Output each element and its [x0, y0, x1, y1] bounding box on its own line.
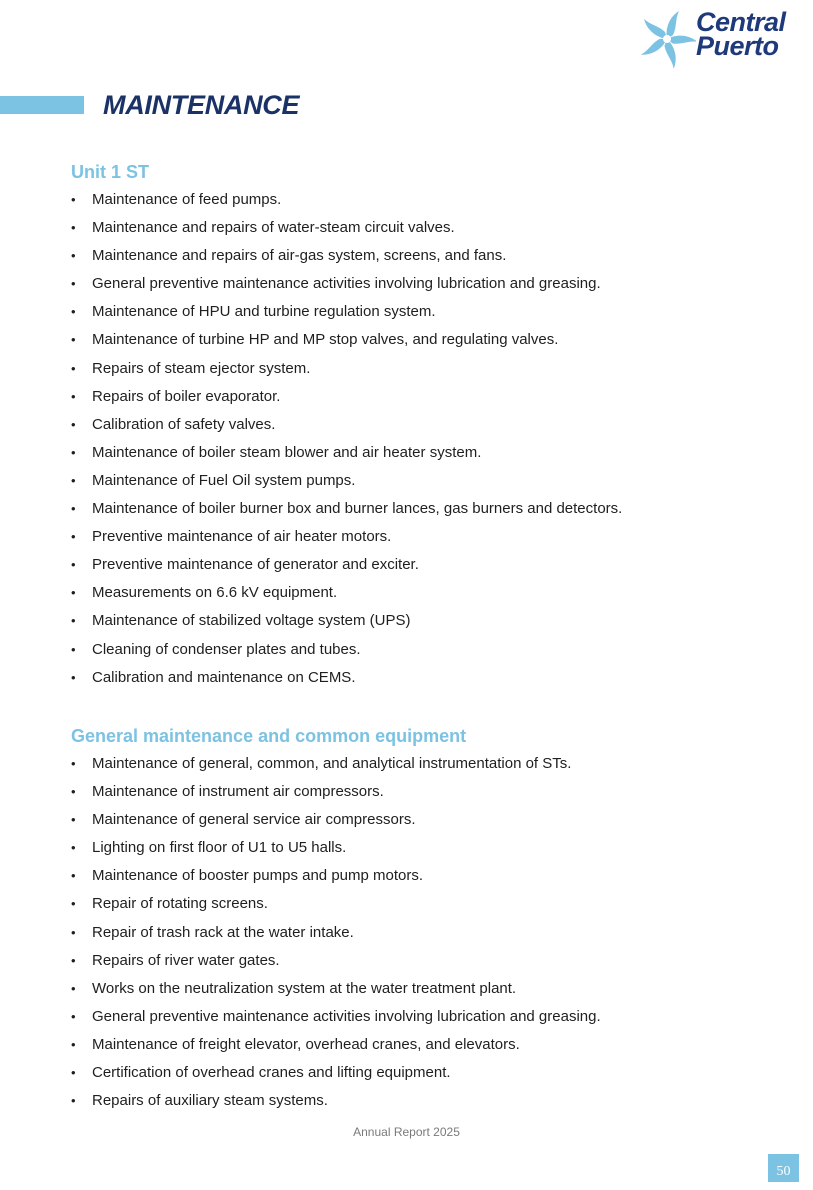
logo-wordmark — [696, 7, 786, 61]
page-number: 50 — [768, 1154, 799, 1182]
list-item: • Preventive maintenance of air heater motors. — [71, 523, 791, 551]
list-item: • Repairs of steam ejector system. — [71, 355, 791, 383]
company-logo — [640, 8, 805, 70]
list-item: • Maintenance of boiler burner box and burner lances, gas burners and detectors. — [71, 495, 791, 523]
turbine-logo-icon — [640, 8, 696, 70]
logo-line-2: Puerto — [696, 31, 779, 61]
section-general-maintenance — [71, 724, 791, 1115]
list-item: • Maintenance of feed pumps. — [71, 186, 791, 214]
list-item: • Maintenance of booster pumps and pump motors. — [71, 862, 791, 890]
list-item: • Works on the neutralization system at the water treatment plant. — [71, 975, 791, 1003]
list-item: • Repair of trash rack at the water intake. — [71, 919, 791, 947]
list-item: • Preventive maintenance of generator and exciter. — [71, 551, 791, 579]
list-item: • Maintenance and repairs of water-steam circuit valves. — [71, 214, 791, 242]
list-item: • Repairs of river water gates. — [71, 947, 791, 975]
list-item: • Repair of rotating screens. — [71, 890, 791, 918]
list-item: • Calibration of safety valves. — [71, 411, 791, 439]
list-item: • Calibration and maintenance on CEMS. — [71, 664, 791, 692]
list-item: • Maintenance of general, common, and analytical instrumentation of STs. — [71, 750, 791, 778]
page-title: MAINTENANCE — [103, 90, 300, 120]
list-item: • General preventive maintenance activities involving lubrication and greasing. — [71, 1003, 791, 1031]
list-item: • Maintenance of turbine HP and MP stop valves, and regulating valves. — [71, 326, 791, 354]
footer-text: Annual Report 2025 — [353, 1125, 460, 1139]
list-item: • Maintenance of instrument air compressors. — [71, 778, 791, 806]
list-item: • Maintenance of freight elevator, overhead cranes, and elevators. — [71, 1031, 791, 1059]
section-heading: General maintenance and common equipment — [71, 726, 467, 746]
list-item: • Maintenance and repairs of air-gas system, screens, and fans. — [71, 242, 791, 270]
bullet-list — [71, 750, 791, 1115]
list-item: • Repairs of auxiliary steam systems. — [71, 1087, 791, 1115]
list-item: • Repairs of boiler evaporator. — [71, 383, 791, 411]
list-item: • Lighting on first floor of U1 to U5 halls. — [71, 834, 791, 862]
list-item: • Measurements on 6.6 kV equipment. — [71, 579, 791, 607]
bullet-list — [71, 186, 791, 692]
title-accent-bar — [0, 96, 84, 114]
list-item: • Maintenance of general service air compressors. — [71, 806, 791, 834]
list-item: • Cleaning of condenser plates and tubes. — [71, 636, 791, 664]
list-item: • Maintenance of HPU and turbine regulation system. — [71, 298, 791, 326]
section-unit-1-st — [71, 160, 791, 692]
list-item: • Maintenance of stabilized voltage system (UPS) — [71, 607, 791, 635]
list-item: • Maintenance of Fuel Oil system pumps. — [71, 467, 791, 495]
section-heading: Unit 1 ST — [71, 162, 150, 182]
list-item: • General preventive maintenance activities involving lubrication and greasing. — [71, 270, 791, 298]
logo-line-1: Central — [696, 7, 786, 37]
list-item: • Certification of overhead cranes and lifting equipment. — [71, 1059, 791, 1087]
list-item: • Maintenance of boiler steam blower and air heater system. — [71, 439, 791, 467]
